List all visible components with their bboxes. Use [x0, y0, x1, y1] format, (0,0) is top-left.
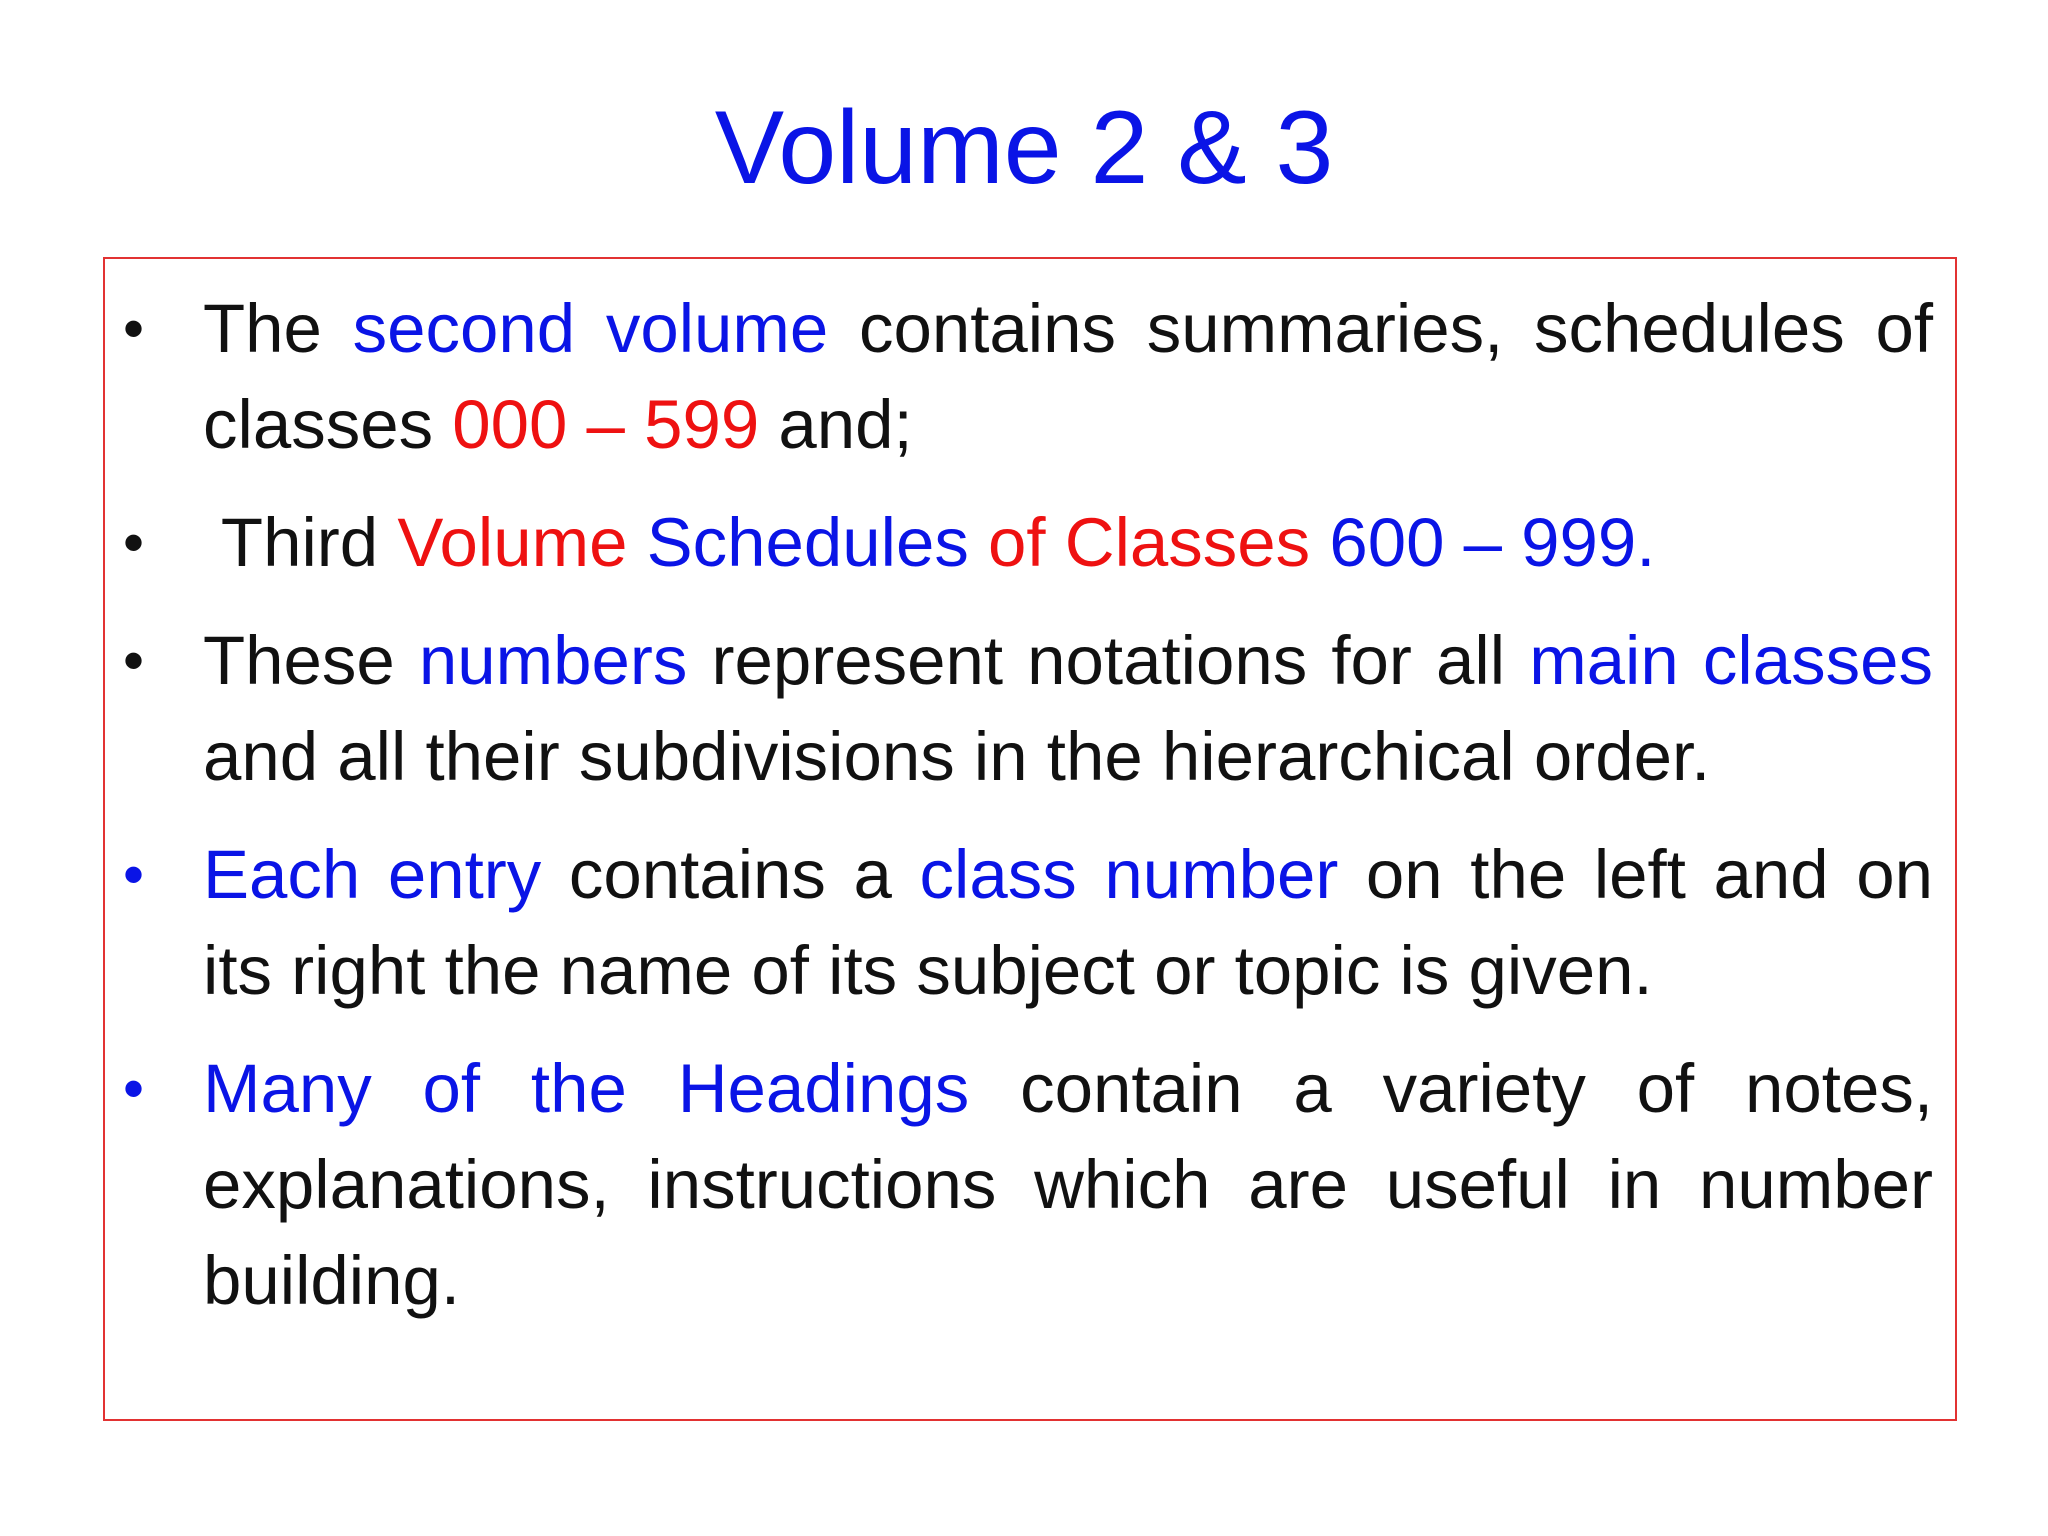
bullet-item-numbers — [105, 613, 1955, 805]
text-segment: contains summaries, schedules of classes — [203, 290, 1933, 463]
highlight-second-volume: second volume — [352, 290, 829, 367]
text-segment: contains a — [541, 836, 920, 913]
highlight-many-of-the-headings: Many of the Headings — [203, 1050, 970, 1127]
text-segment: represent notations for all — [687, 622, 1530, 699]
highlight-schedules: Schedules — [646, 504, 989, 581]
bullet-marker: • — [123, 841, 145, 908]
text-segment: and all their subdivisions in the hierarchical order. — [203, 718, 1711, 795]
highlight-of-classes: of Classes — [988, 504, 1330, 581]
bullet-list — [105, 281, 1955, 1351]
bullet-item-second-volume — [105, 281, 1955, 473]
text-segment: contain a variety of notes, explanations, instructions which are useful in number building. — [203, 1050, 1934, 1319]
slide-title: Volume 2 & 3 — [714, 90, 1334, 206]
text-segment: These — [203, 622, 419, 699]
text-segment: The — [203, 290, 353, 367]
highlight-numbers: numbers — [418, 622, 688, 699]
highlight-range-000-599: 000 – 599 — [452, 386, 760, 463]
highlight-volume: Volume — [397, 504, 647, 581]
bullet-marker: • — [123, 1055, 145, 1122]
text-segment: and; — [759, 386, 913, 463]
bullet-marker: • — [123, 509, 145, 576]
bullet-item-third-volume — [105, 495, 1955, 591]
bullet-item-each-entry — [105, 827, 1955, 1019]
bullet-marker: • — [123, 295, 145, 362]
text-segment: on the left and on its right the name of its subject or topic is given. — [203, 836, 1933, 1009]
highlight-each-entry: Each entry — [203, 836, 542, 913]
highlight-class-number: class number — [919, 836, 1339, 913]
bullet-marker: • — [123, 627, 145, 694]
highlight-main-classes: main classes — [1529, 622, 1933, 699]
text-segment: Third — [203, 504, 398, 581]
bullet-item-headings — [105, 1041, 1955, 1329]
content-box — [103, 257, 1957, 1421]
highlight-range-600-999: 600 – 999. — [1329, 504, 1656, 581]
